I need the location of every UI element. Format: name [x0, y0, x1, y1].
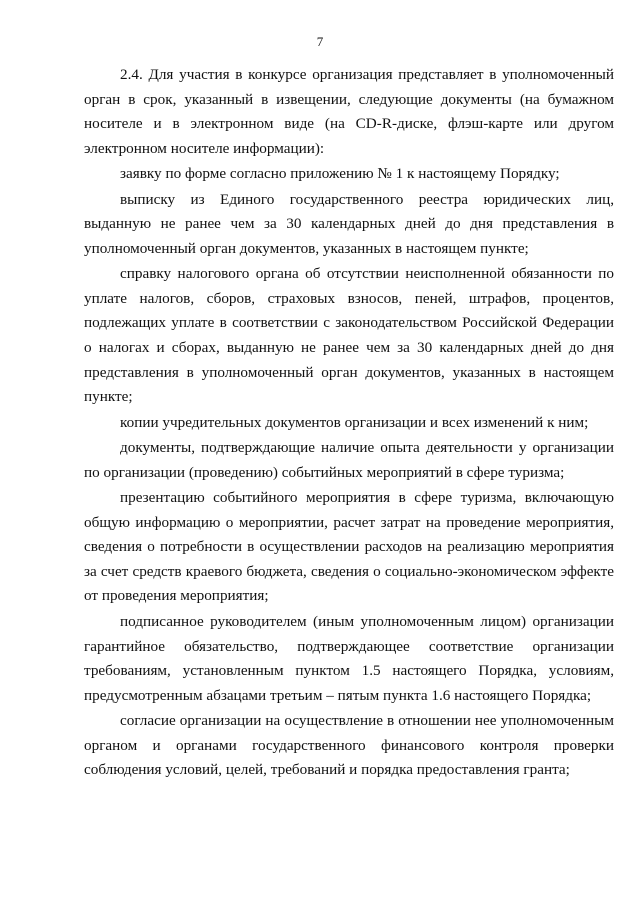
page-number: 7	[316, 34, 324, 49]
paragraph-2-4-intro: 2.4. Для участия в конкурсе организация представляет в уполномоченный орган в срок, указанный в извещении, следующие документы (на бумажном носителе и в электронном виде (на CD-R-диске, флэш-карте или другом электронном носителе информации):	[84, 66, 614, 157]
paragraph-tax-certificate: справку налогового органа об отсутствии неисполненной обязанности по уплате налогов, сборов, страховых взносов, пеней, штрафов, процентов, подлежащих уплате в соответствии с законодательством Российской Федерации о налогах и сборах, выданную не ранее чем за 30 календарных дней до дня представления в уполномоченный орган документов, указанных в настоящем пункте;	[84, 265, 614, 406]
paragraph-founding-documents: копии учредительных документов организации и всех изменений к ним;	[120, 413, 589, 431]
paragraph-inspection-consent: согласие организации на осуществление в отношении нее уполномоченным органом и органами государственного финансового контроля проверки соблюдения условий, целей, требований и порядка предоставления гранта;	[84, 712, 614, 779]
paragraph-guarantee-obligation: подписанное руководителем (иным уполномоченным лицом) организации гарантийное обязательство, подтверждающее соответствие организации требованиям, установленным пунктом 1.5 настоящего Порядка, условиям, предусмотренным абзацами третьим – пятым пункта 1.6 настоящего Порядка;	[84, 613, 614, 704]
paragraph-event-presentation: презентацию событийного мероприятия в сфере туризма, включающую общую информацию о мероприятии, расчет затрат на проведение мероприятия, сведения о потребности в осуществлении расходов на реализацию мероприятия за счет средств краевого бюджета, сведения о социально-экономическом эффекте от проведения мероприятия;	[84, 489, 614, 605]
paragraph-application-form: заявку по форме согласно приложению № 1 к настоящему Порядку;	[120, 165, 560, 183]
paragraph-experience-documents: документы, подтверждающие наличие опыта деятельности у организации по организации (проведению) событийных мероприятий в сфере туризма;	[84, 439, 614, 481]
paragraph-registry-extract: выписку из Единого государственного реестра юридических лиц, выданную не ранее чем за 30 календарных дней до дня представления в уполномоченный орган документов, указанных в настоящем пункте;	[84, 190, 614, 257]
document-body	[84, 63, 614, 784]
